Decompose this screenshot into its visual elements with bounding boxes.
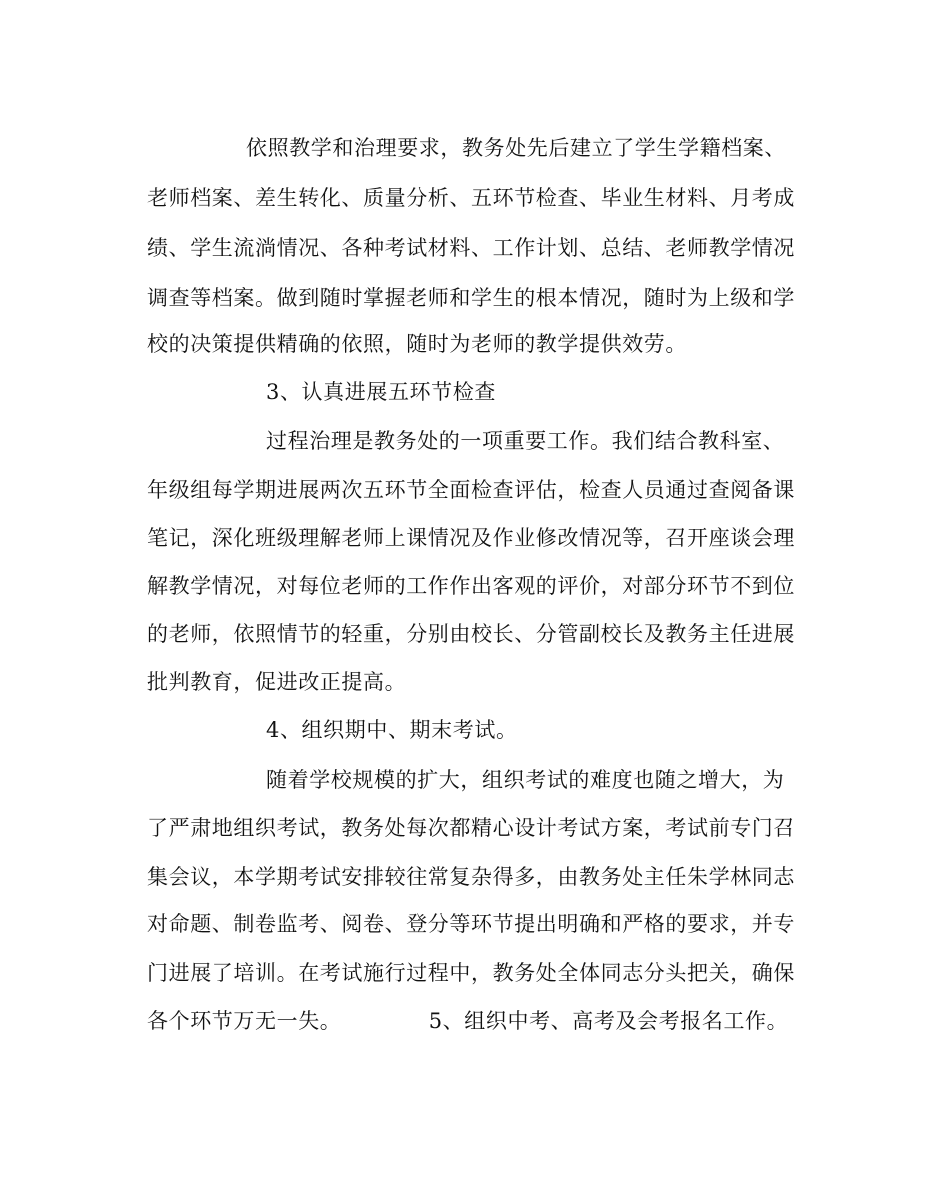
paragraph-line: 各个环节万无一失。 5、组织中考、高考及会考报名工作。 <box>147 1009 789 1033</box>
paragraph-line: 的老师，依照情节的轻重，分别由校长、分管副校长及教务主任进展 <box>147 622 795 646</box>
paragraph-line: 过程治理是教务处的一项重要工作。我们结合教科室、 <box>266 429 785 453</box>
paragraph-line: 集会议，本学期考试安排较往常复杂得多，由教务处主任朱学林同志 <box>147 865 795 889</box>
paragraph-line: 解教学情况，对每位老师的工作作出客观的评价，对部分环节不到位 <box>147 574 795 598</box>
paragraph-line: 门进展了培训。在考试施行过程中，教务处全体同志分头把关，确保 <box>147 961 795 985</box>
paragraph-line: 批判教育，促进改正提高。 <box>147 670 407 694</box>
paragraph-line: 随着学校规模的扩大，组织考试的难度也随之增大，为 <box>266 768 785 792</box>
paragraph-line: 调查等档案。做到随时掌握老师和学生的根本情况，随时为上级和学 <box>147 286 795 310</box>
paragraph-line: 依照教学和治理要求，教务处先后建立了学生学籍档案、 <box>246 136 786 160</box>
section-heading: 3、认真进展五环节检查 <box>266 380 496 404</box>
paragraph-line: 了严肃地组织考试，教务处每次都精心设计考试方案，考试前专门召 <box>147 816 795 840</box>
section-heading: 4、组织期中、期末考试。 <box>266 718 518 742</box>
paragraph-line: 绩、学生流淌情况、各种考试材料、工作计划、总结、老师教学情况 <box>147 236 795 260</box>
paragraph-line: 年级组每学期进展两次五环节全面检查评估，检查人员通过查阅备课 <box>147 478 795 502</box>
paragraph-line: 校的决策提供精确的依照，随时为老师的教学提供效劳。 <box>147 332 687 356</box>
paragraph-line: 笔记，深化班级理解老师上课情况及作业修改情况等，召开座谈会理 <box>147 526 795 550</box>
paragraph-line: 对命题、制卷监考、阅卷、登分等环节提出明确和严格的要求，并专 <box>147 912 795 936</box>
paragraph-line: 老师档案、差生转化、质量分析、五环节检查、毕业生材料、月考成 <box>147 186 795 210</box>
